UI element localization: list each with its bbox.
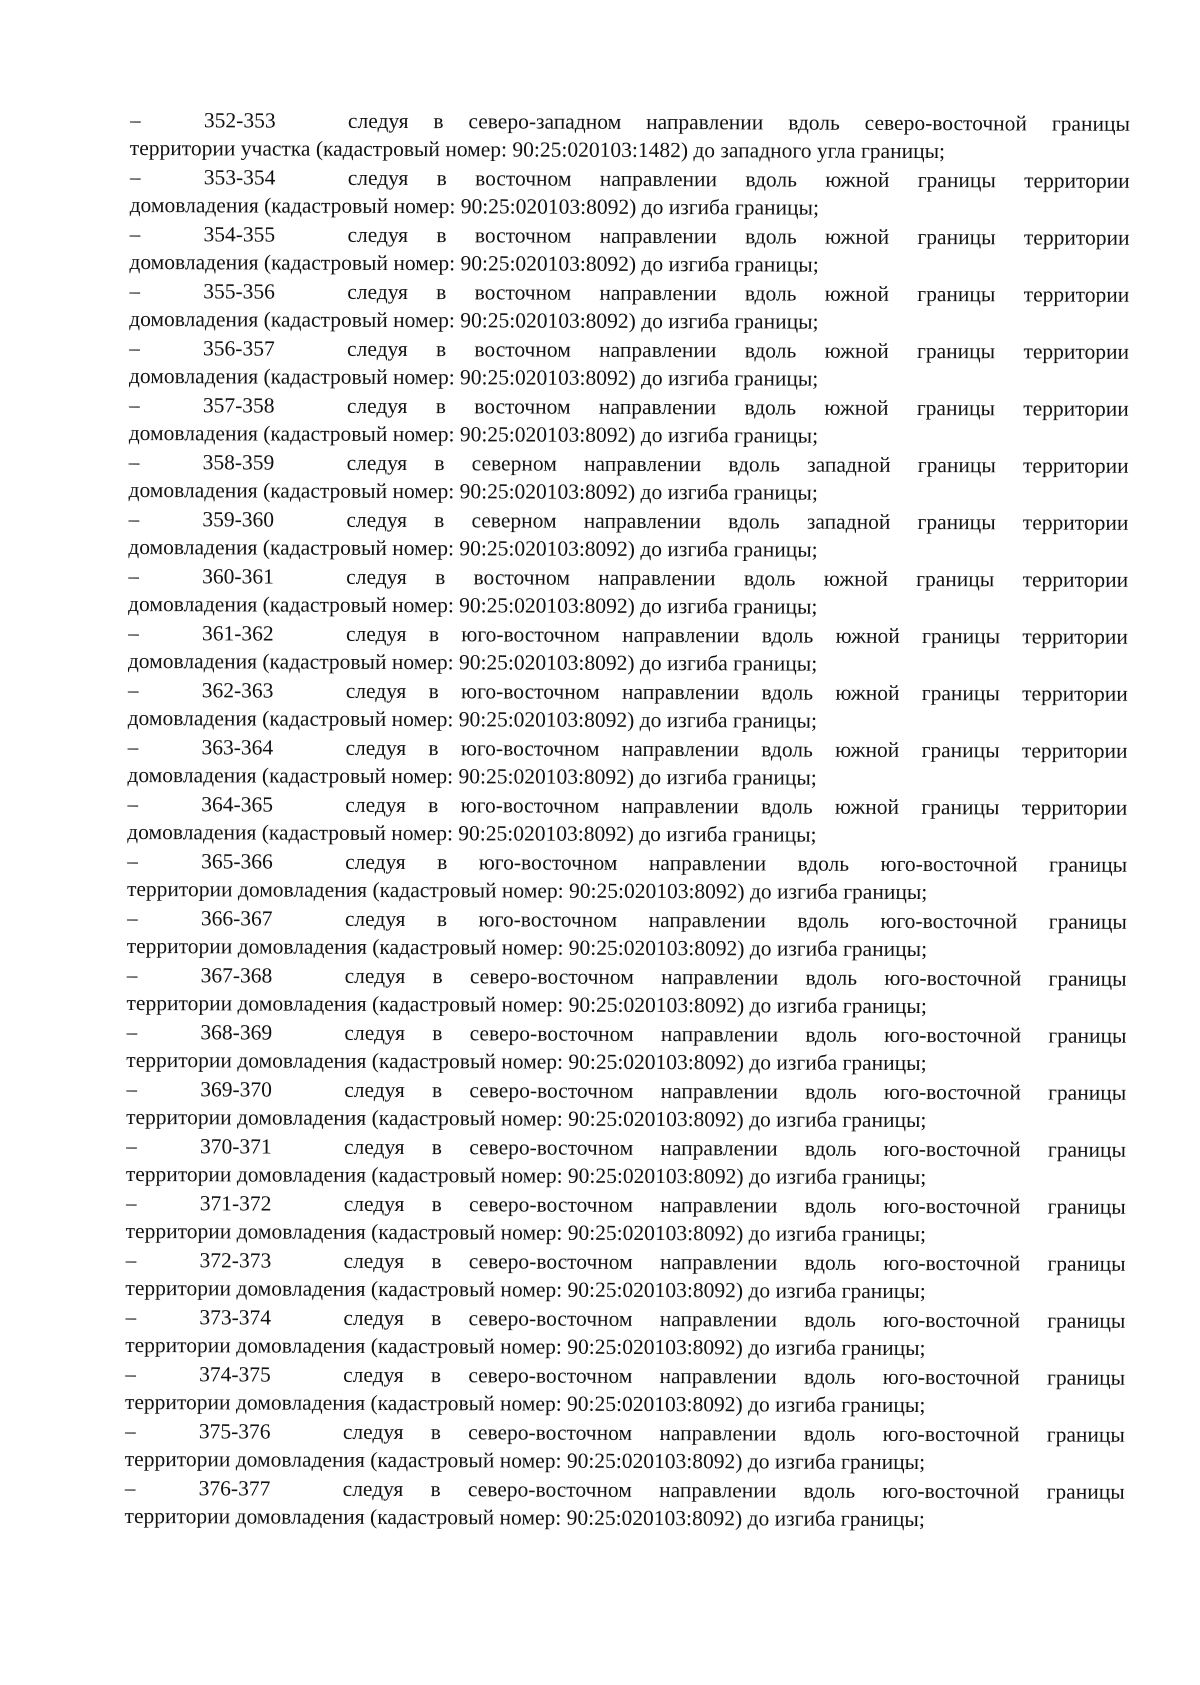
dash-marker: – bbox=[129, 164, 141, 190]
entry-text-start: следуя в северо-восточном направлении вдоль юго-восточной границы bbox=[343, 1305, 1126, 1333]
dash-marker: – bbox=[129, 107, 141, 133]
entry-text-continuation: территории участка (кадастровый номер: 90:25:020103:1482) до западного угла границы; bbox=[129, 135, 946, 164]
entry-text-continuation: домовладения (кадастровый номер: 90:25:020103:8092) до изгиба границы; bbox=[129, 192, 820, 220]
dash-marker: – bbox=[126, 962, 138, 988]
segment-number: 358-359 bbox=[202, 450, 275, 475]
segment-number: 359-360 bbox=[202, 507, 275, 532]
segment-number: 374-375 bbox=[199, 1362, 271, 1387]
list-item bbox=[125, 1474, 1125, 1535]
entry-first-line bbox=[130, 106, 1130, 138]
entry-text-start: следуя в северо-восточном направлении вдоль юго-восточной границы bbox=[343, 1248, 1126, 1276]
segment-number: 360-361 bbox=[202, 564, 274, 589]
dash-marker: – bbox=[128, 563, 139, 589]
list-item bbox=[126, 961, 1126, 1022]
entry-text-continuation: домовладения (кадастровый номер: 90:25:020103:8092) до изгиба границы; bbox=[128, 363, 819, 391]
segment-number: 361-362 bbox=[201, 621, 274, 646]
entry-first-line bbox=[127, 733, 1127, 765]
entry-text-start: следуя в юго-восточном направлении вдоль южной границы территории bbox=[345, 735, 1128, 763]
entry-first-line bbox=[126, 1189, 1126, 1221]
entry-text-start: следуя в северо-восточном направлении вдоль юго-восточной границы bbox=[344, 963, 1127, 991]
list-item bbox=[129, 391, 1129, 452]
entry-text-start: следуя в юго-восточном направлении вдоль юго-восточной границы bbox=[345, 849, 1128, 877]
list-item bbox=[128, 619, 1128, 680]
entry-text-continuation: домовладения (кадастровый номер: 90:25:020103:8092) до изгиба границы; bbox=[127, 705, 818, 733]
entry-first-line bbox=[125, 1303, 1125, 1335]
list-item bbox=[125, 1246, 1125, 1307]
entry-text-continuation: домовладения (кадастровый номер: 90:25:020103:8092) до изгиба границы; bbox=[128, 591, 818, 619]
entry-text-continuation: территории домовладения (кадастровый номер: 90:25:020103:8092) до изгиба границы; bbox=[125, 1275, 926, 1304]
entry-first-line bbox=[127, 904, 1127, 936]
dash-marker: – bbox=[129, 335, 140, 361]
dash-marker: – bbox=[127, 677, 139, 703]
entry-text-continuation: территории домовладения (кадастровый номер: 90:25:020103:8092) до изгиба границы; bbox=[126, 1104, 927, 1133]
entry-first-line bbox=[128, 676, 1128, 708]
segment-number: 368-369 bbox=[200, 1020, 273, 1045]
entry-first-line bbox=[129, 334, 1129, 366]
segment-number: 357-358 bbox=[202, 393, 275, 418]
dash-marker: – bbox=[128, 506, 140, 532]
entry-text-continuation: домовладения (кадастровый номер: 90:25:020103:8092) до изгиба границы; bbox=[128, 420, 819, 448]
entry-first-line bbox=[128, 562, 1128, 594]
segment-number: 367-368 bbox=[200, 963, 273, 988]
entry-text-start: следуя в северном направлении вдоль западной границы территории bbox=[346, 507, 1129, 535]
entry-text-start: следуя в северо-восточном направлении вдоль юго-восточной границы bbox=[343, 1191, 1126, 1219]
entry-text-continuation: домовладения (кадастровый номер: 90:25:020103:8092) до изгиба границы; bbox=[128, 477, 818, 505]
entry-first-line bbox=[127, 847, 1127, 879]
entry-first-line bbox=[129, 277, 1129, 309]
entry-text-continuation: домовладения (кадастровый номер: 90:25:020103:8092) до изгиба границы; bbox=[128, 534, 818, 562]
list-item bbox=[127, 847, 1127, 908]
dash-marker: – bbox=[124, 1475, 136, 1501]
dash-marker: – bbox=[125, 1304, 137, 1330]
entry-text-continuation: территории домовладения (кадастровый номер: 90:25:020103:8092) до изгиба границы; bbox=[125, 1161, 927, 1190]
entry-text-continuation: домовладения (кадастровый номер: 90:25:020103:8092) до изгиба границы; bbox=[129, 249, 819, 277]
entry-first-line bbox=[125, 1360, 1125, 1392]
segment-number: 370-371 bbox=[199, 1134, 272, 1159]
entry-text-start: следуя в северо-восточном направлении вдоль юго-восточной границы bbox=[343, 1362, 1126, 1390]
segment-number: 373-374 bbox=[199, 1305, 272, 1330]
entry-text-continuation: территории домовладения (кадастровый номер: 90:25:020103:8092) до изгиба границы; bbox=[126, 990, 927, 1019]
entry-text-start: следуя в восточном направлении вдоль южной границы территории bbox=[347, 165, 1130, 193]
entry-text-start: следуя в северо-восточном направлении вдоль юго-восточной границы bbox=[342, 1476, 1125, 1504]
dash-marker: – bbox=[125, 1247, 137, 1273]
list-item bbox=[129, 277, 1129, 338]
entry-first-line bbox=[126, 1018, 1126, 1050]
entry-text-start: следуя в северо-западном направлении вдоль северо-восточной границы bbox=[347, 108, 1130, 136]
list-item bbox=[125, 1417, 1125, 1478]
entry-first-line bbox=[129, 220, 1129, 252]
list-item bbox=[130, 163, 1130, 224]
segment-number: 365-366 bbox=[201, 849, 273, 874]
segment-number: 353-354 bbox=[203, 165, 276, 190]
dash-marker: – bbox=[124, 1418, 136, 1444]
list-item bbox=[128, 562, 1128, 623]
list-item bbox=[130, 106, 1130, 167]
entry-text-start: следуя в северо-восточном направлении вдоль юго-восточной границы bbox=[342, 1419, 1125, 1447]
list-item bbox=[126, 1018, 1126, 1079]
entry-text-start: следуя в восточном направлении вдоль южной границы территории bbox=[346, 564, 1129, 592]
segment-number: 372-373 bbox=[199, 1248, 272, 1273]
entry-text-continuation: домовладения (кадастровый номер: 90:25:020103:8092) до изгиба границы; bbox=[127, 762, 817, 790]
dash-marker: – bbox=[127, 734, 139, 760]
dash-marker: – bbox=[126, 905, 138, 931]
entry-text-continuation: территории домовладения (кадастровый номер: 90:25:020103:8092) до изгиба границы; bbox=[124, 1446, 926, 1475]
dash-marker: – bbox=[126, 1076, 138, 1102]
entry-text-start: следуя в северо-восточном направлении вдоль юго-восточной границы bbox=[344, 1077, 1127, 1105]
dash-marker: – bbox=[127, 848, 138, 874]
segment-number: 363-364 bbox=[201, 735, 274, 760]
entry-text-continuation: территории домовладения (кадастровый номер: 90:25:020103:8092) до изгиба границы; bbox=[125, 1332, 926, 1361]
dash-marker: – bbox=[125, 1361, 136, 1387]
list-item bbox=[125, 1303, 1125, 1364]
segment-number: 362-363 bbox=[201, 678, 274, 703]
list-item bbox=[126, 1189, 1126, 1250]
entry-first-line bbox=[126, 1246, 1126, 1278]
list-item bbox=[127, 790, 1127, 851]
list-item bbox=[127, 733, 1127, 794]
entry-text-start: следуя в юго-восточном направлении вдоль южной границы территории bbox=[345, 621, 1129, 649]
segment-number: 375-376 bbox=[198, 1419, 271, 1444]
entry-text-start: следуя в восточном направлении вдоль южной границы территории bbox=[346, 393, 1129, 421]
entry-text-start: следуя в юго-восточном направлении вдоль юго-восточной границы bbox=[344, 906, 1127, 934]
entry-text-start: следуя в северном направлении вдоль западной границы территории bbox=[346, 450, 1129, 478]
segment-number: 352-353 bbox=[203, 108, 276, 133]
list-item bbox=[129, 334, 1129, 395]
entry-first-line bbox=[128, 619, 1128, 651]
entry-first-line bbox=[128, 505, 1128, 537]
entry-text-start: следуя в юго-восточном направлении вдоль южной границы территории bbox=[345, 678, 1128, 706]
entry-text-continuation: территории домовладения (кадастровый номер: 90:25:020103:8092) до изгиба границы; bbox=[126, 876, 928, 905]
entry-text-continuation: домовладения (кадастровый номер: 90:25:020103:8092) до изгиба границы; bbox=[129, 306, 819, 334]
list-item bbox=[128, 676, 1128, 737]
entry-text-start: следуя в северо-восточном направлении вдоль юго-восточной границы bbox=[343, 1134, 1127, 1162]
segment-number: 364-365 bbox=[201, 792, 274, 817]
segment-number: 356-357 bbox=[203, 336, 275, 361]
dash-marker: – bbox=[129, 278, 141, 304]
list-item bbox=[129, 220, 1129, 281]
dash-marker: – bbox=[128, 392, 140, 418]
boundary-description-list bbox=[125, 106, 1130, 1535]
entry-first-line bbox=[126, 1132, 1126, 1164]
entry-text-continuation: территории домовладения (кадастровый номер: 90:25:020103:8092) до изгиба границы; bbox=[124, 1389, 926, 1418]
segment-number: 355-356 bbox=[203, 279, 276, 304]
entry-text-continuation: территории домовладения (кадастровый номер: 90:25:020103:8092) до изгиба границы; bbox=[126, 1047, 927, 1076]
entry-first-line bbox=[127, 961, 1127, 993]
entry-text-continuation: домовладения (кадастровый номер: 90:25:020103:8092) до изгиба границы; bbox=[127, 819, 817, 847]
entry-text-continuation: домовладения (кадастровый номер: 90:25:020103:8092) до изгиба границы; bbox=[127, 648, 818, 676]
list-item bbox=[127, 904, 1127, 965]
entry-first-line bbox=[125, 1417, 1125, 1449]
entry-first-line bbox=[130, 163, 1130, 195]
entry-text-continuation: территории домовладения (кадастровый номер: 90:25:020103:8092) до изгиба границы; bbox=[126, 933, 928, 962]
dash-marker: – bbox=[125, 1133, 137, 1159]
entry-first-line bbox=[125, 1474, 1125, 1506]
dash-marker: – bbox=[125, 1190, 137, 1216]
entry-first-line bbox=[126, 1075, 1126, 1107]
entry-text-continuation: территории домовладения (кадастровый номер: 90:25:020103:8092) до изгиба границы; bbox=[125, 1218, 927, 1247]
dash-marker: – bbox=[128, 449, 140, 475]
dash-marker: – bbox=[127, 791, 139, 817]
list-item bbox=[125, 1360, 1125, 1421]
segment-number: 366-367 bbox=[200, 906, 273, 931]
entry-text-start: следуя в северо-восточном направлении вдоль юго-восточной границы bbox=[344, 1020, 1127, 1048]
entry-first-line bbox=[129, 448, 1129, 480]
entry-first-line bbox=[129, 391, 1129, 423]
entry-first-line bbox=[127, 790, 1127, 822]
segment-number: 354-355 bbox=[203, 222, 276, 247]
entry-text-start: следуя в восточном направлении вдоль южной границы территории bbox=[347, 279, 1130, 307]
dash-marker: – bbox=[129, 221, 141, 247]
list-item bbox=[126, 1132, 1126, 1193]
entry-text-continuation: территории домовладения (кадастровый номер: 90:25:020103:8092) до изгиба границы; bbox=[124, 1503, 925, 1532]
entry-text-start: следуя в восточном направлении вдоль южной границы территории bbox=[347, 222, 1130, 250]
list-item bbox=[128, 448, 1128, 509]
dash-marker: – bbox=[127, 620, 139, 646]
entry-text-start: следуя в юго-восточном направлении вдоль южной границы территории bbox=[345, 792, 1128, 820]
entry-text-start: следуя в восточном направлении вдоль южной границы территории bbox=[347, 336, 1130, 364]
dash-marker: – bbox=[126, 1019, 138, 1045]
segment-number: 369-370 bbox=[200, 1077, 272, 1102]
segment-number: 376-377 bbox=[198, 1476, 271, 1501]
list-item bbox=[126, 1075, 1126, 1136]
list-item bbox=[128, 505, 1128, 566]
segment-number: 371-372 bbox=[199, 1191, 272, 1216]
